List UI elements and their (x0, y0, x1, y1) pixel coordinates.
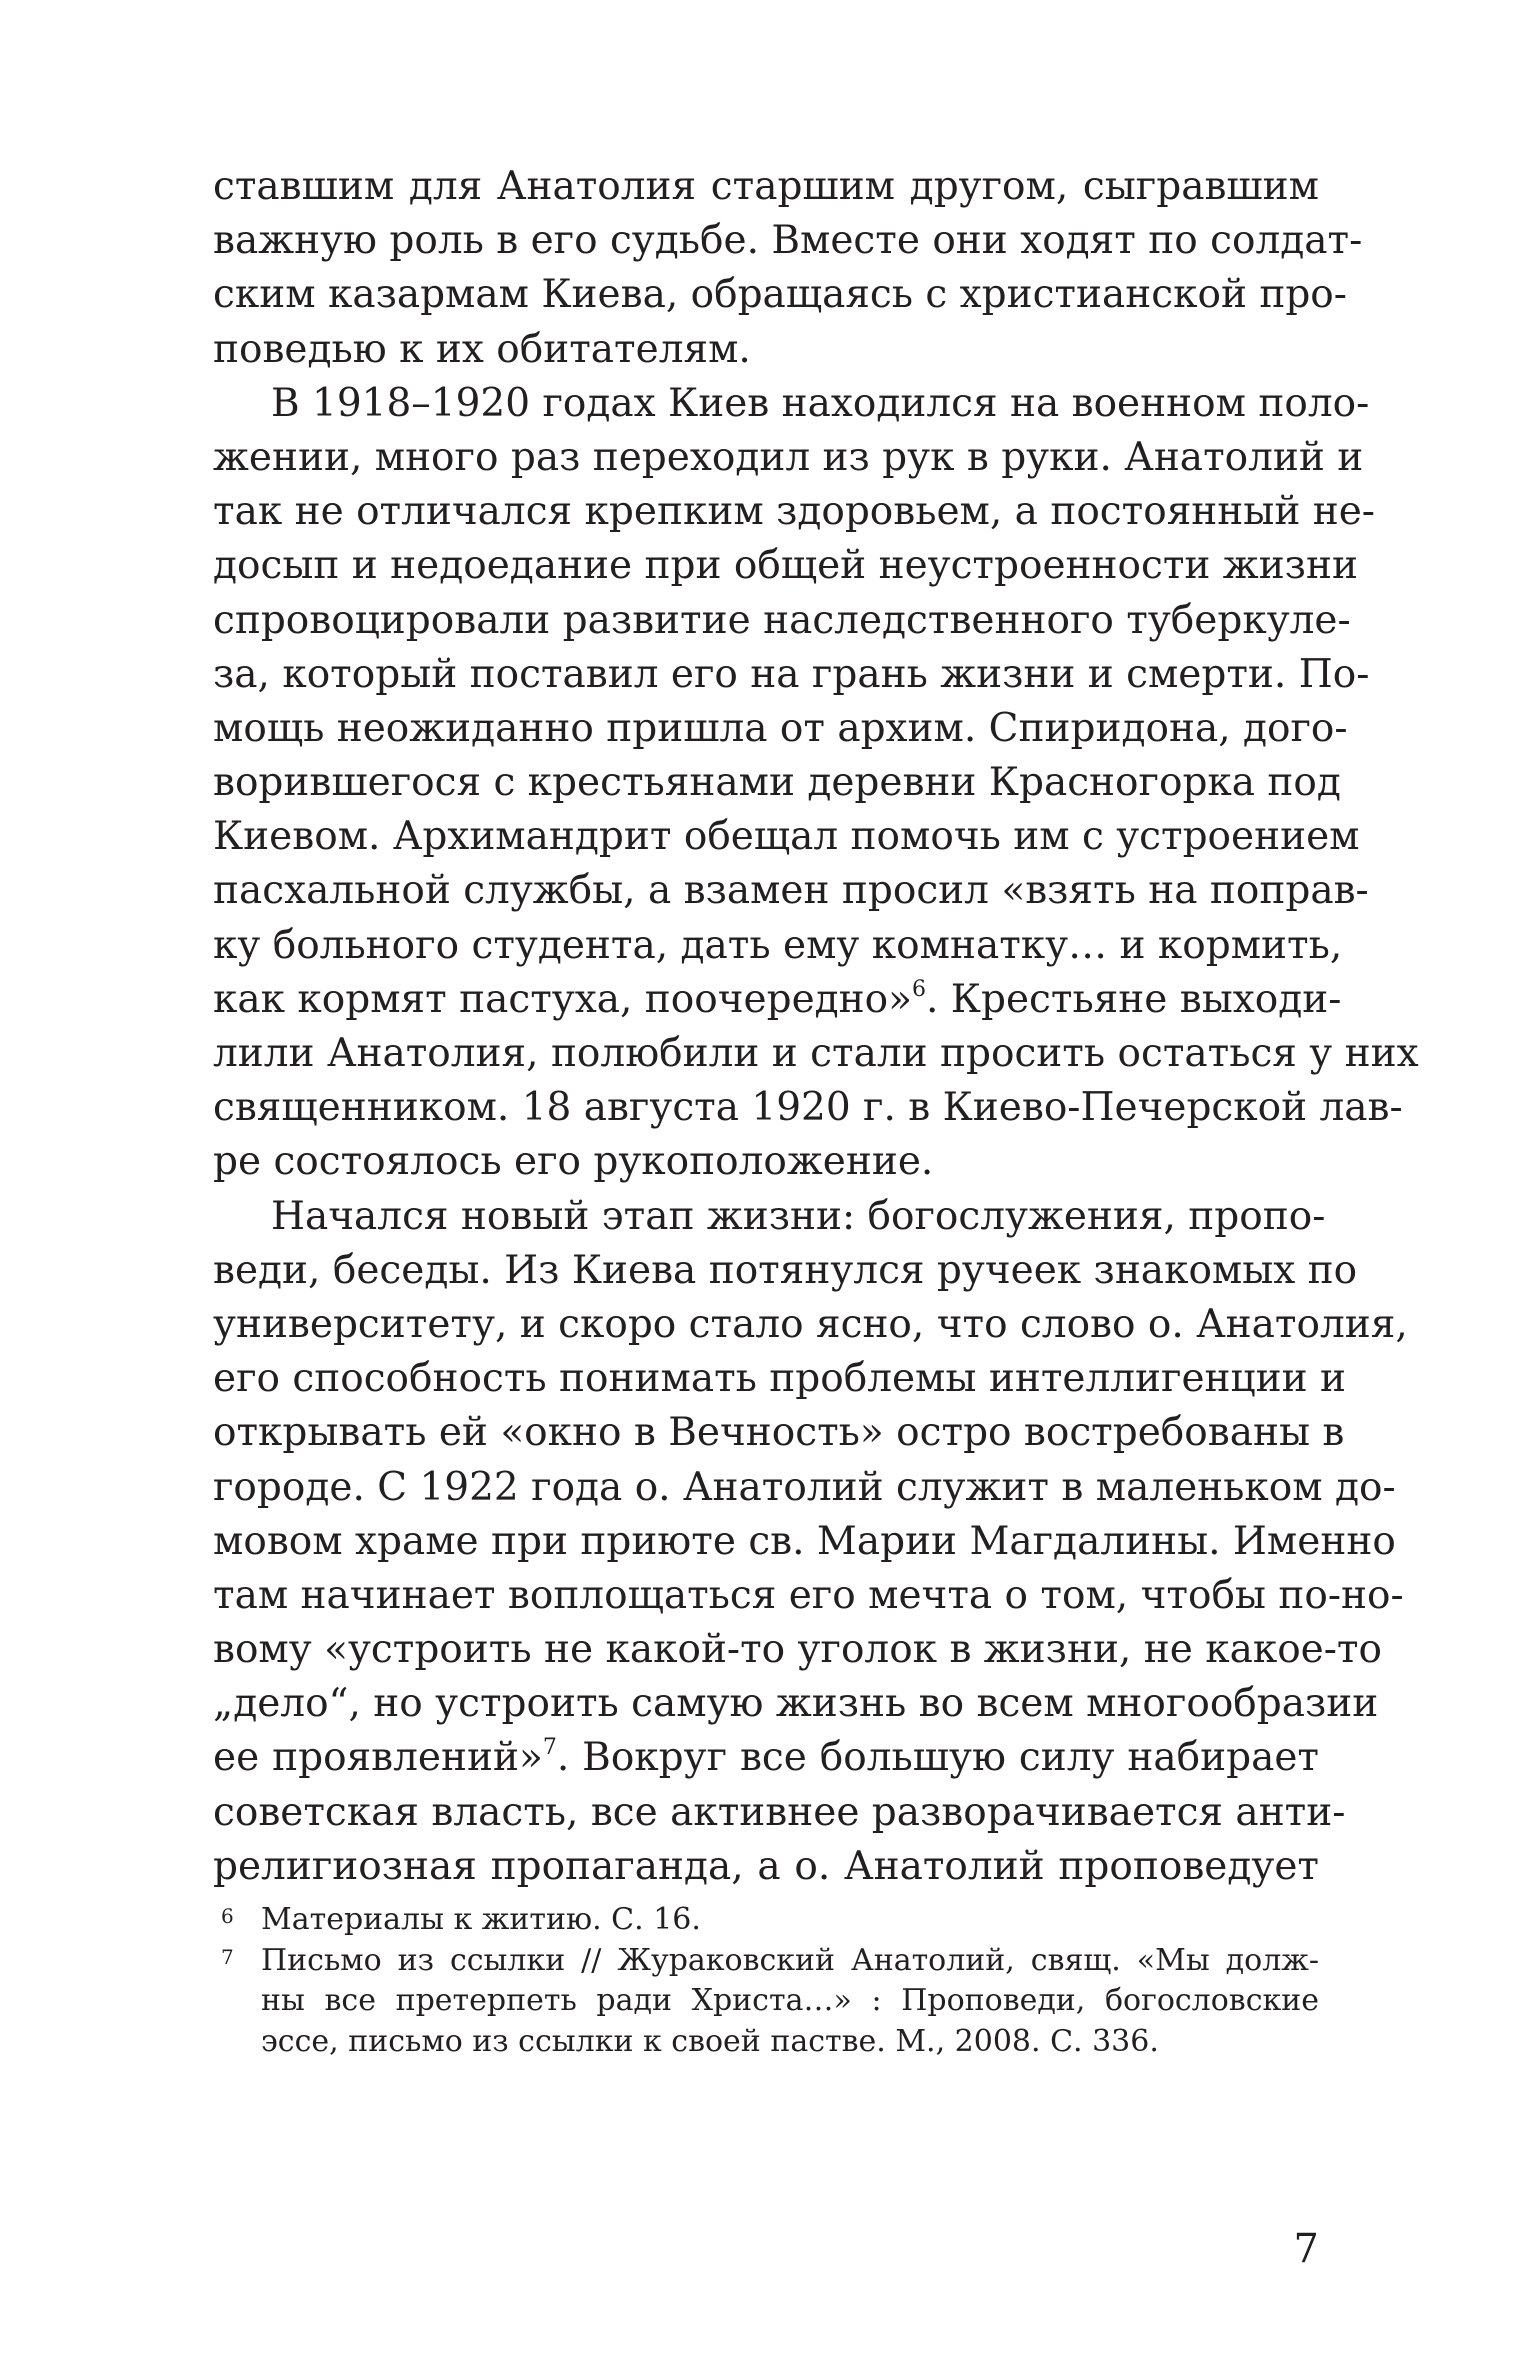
text-line: открывать ей «окно в Вечность» остро востребованы в (213, 1410, 1345, 1456)
text-line: пасхальной службы, а взамен просил «взять на поправ- (213, 868, 1369, 914)
text-line: В 1918–1920 годах Киев находился на военном поло- (271, 380, 1370, 426)
text-line: досып и недоедание при общей неустроенности жизни (213, 543, 1358, 589)
footnote-line: ны все претерпеть ради Христа…» : Проповеди, богословские (261, 1983, 1319, 2018)
text-line: его способность понимать проблемы интеллигенции и (213, 1356, 1346, 1402)
body-text (213, 160, 1419, 1894)
text-line: университету, и скоро стало ясно, что слово о. Анатолия, (213, 1301, 1408, 1347)
page-number: 7 (1293, 2226, 1319, 2272)
footnote-7 (213, 1941, 1319, 2063)
text-line: городе. С 1922 года о. Анатолий служит в маленьком до- (213, 1464, 1396, 1510)
text-line-with-footnote-ref (213, 1731, 1319, 1785)
text-line: вому «устроить не какой-то уголок в жизни, не какое-то (213, 1627, 1382, 1673)
footnote-ref-6: 6 (912, 976, 926, 1002)
text-line: Киевом. Архимандрит обещал помочь им с устроением (213, 814, 1360, 860)
text-line: Начался новый этап жизни: богослужения, пропо- (271, 1193, 1326, 1239)
text-segment: . Крестьяне выходи- (926, 976, 1342, 1022)
footnote-6 (213, 1900, 1319, 1941)
text-segment: как кормят пастуха, поочередно» (213, 976, 912, 1022)
text-line: „дело“, но устроить самую жизнь во всем многообразии (213, 1681, 1379, 1727)
text-line: ре состоялось его рукоположение. (213, 1139, 934, 1185)
text-line: важную роль в его судьбе. Вместе они ходят по солдат- (213, 218, 1363, 264)
text-segment: или Анатолия, полюбили и стали просить остаться у них (237, 1031, 1419, 1076)
text-line: священником. 18 августа 1920 г. в Киево-Печерской лав- (213, 1085, 1403, 1131)
text-line: мощь неожиданно пришла от архим. Спиридона, дого- (213, 705, 1348, 751)
text-line: ворившегося с крестьянами деревни Красногорка под (213, 760, 1341, 806)
text-line: ку больного студента, дать ему комнатку… и кормить, (213, 922, 1343, 968)
footnote-line: Письмо из ссылки // Жураковский Анатолий, свящ. «Мы долж- (261, 1942, 1319, 1978)
text-line: за, который поставил его на грань жизни и смерти. По- (213, 651, 1370, 697)
text-segment: . Вокруг все большую силу набирает (556, 1735, 1319, 1781)
text-line: спровоцировали развитие наследственного туберкуле- (213, 597, 1351, 643)
text-line (213, 1027, 1419, 1081)
text-line: поведью к их обитателям. (213, 326, 751, 372)
footnotes (213, 1900, 1319, 2062)
text-line: веди, беседы. Из Киева потянулся ручеек знакомых по (213, 1247, 1358, 1293)
text-line-with-footnote-ref (213, 973, 1342, 1027)
text-line: так не отличался крепким здоровьем, а постоянный не- (213, 489, 1375, 535)
footnote-number: 7 (221, 1944, 234, 1969)
text-line: там начинает воплощаться его мечта о том, чтобы по-но- (213, 1572, 1404, 1618)
footnote-line: эссе, письмо из ссылки к своей пастве. М., 2008. С. 336. (261, 2023, 1159, 2059)
text-line: советская власть, все активнее разворачивается анти- (213, 1789, 1346, 1835)
text-line: религиозная пропаганда, а о. Анатолий проповедует (213, 1843, 1319, 1889)
footnote-line: Материалы к житию. С. 16. (261, 1902, 701, 1937)
text-line: ским казармам Киева, обращаясь с христианской про- (213, 272, 1347, 318)
text-line: жении, много раз переходил из рук в руки. Анатолий и (213, 434, 1364, 480)
footnote-number: 6 (221, 1904, 234, 1928)
text-line: ставшим для Анатолия старшим другом, сыгравшим (213, 164, 1319, 209)
text-segment: л (213, 1031, 238, 1076)
text-line: мовом храме при приюте св. Марии Магдалины. Именно (213, 1518, 1396, 1564)
footnote-ref-7: 7 (542, 1735, 557, 1761)
text-segment: ее проявлений» (213, 1735, 543, 1781)
